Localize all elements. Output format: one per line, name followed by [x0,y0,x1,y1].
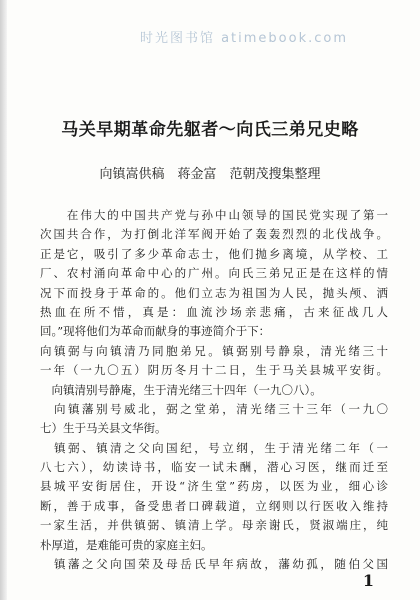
article-title: 马关早期革命先躯者～向氏三弟兄史略 [61,120,359,140]
body-line: 一年（一九〇五）阴历冬月十二日，生于马关县城平安街。 [40,363,388,378]
watermark: 时光图书馆 atimebook.com [139,31,348,46]
body-line: 八七六），幼读诗书，临安一试未酬，潜心习医，继而迁至 [40,460,388,475]
body-line: 七）生于马关县文华街。 [40,421,167,436]
body-text [40,206,388,574]
body-line: 断，善于成事，备受患者口碑载道，立纲则以行医收入维持 [40,498,388,513]
body-line: 朴厚道，是难能可贵的家庭主妇。 [40,537,213,552]
body-line: 一家生活，并供镇弼、镇清上学。母亲谢氏，贤淑端庄，纯 [40,518,388,533]
body-line: 况下而投身于革命的。他们立志为祖国为人民，抛头颅、洒 [40,285,388,300]
body-line: 热血在所不惜，真是：血流沙场亲悲痛，古来征战几人 [40,304,388,319]
body-line: 县城平安街居住，开设“济生堂”药房，以医为业，细心诊 [40,479,388,494]
body-line: 次国共合作，为打倒北洋军阀开始了轰轰烈烈的北伐战争。 [40,227,388,242]
body-line: 镇藩之父向国荣及母岳氏早年病故，藩幼孤，随伯父国 [40,557,388,572]
page-number: 1 [362,571,374,590]
body-line: 回。”现将他们为革命而献身的事迹简介于下： [40,324,271,339]
body-line: 厂、农村涌向革命中心的广州。向氏三弟兄正是在这样的情 [40,266,388,281]
body-line: 镇弼、镇清之父向国纪，号立纲，生于清光绪二年（一 [40,440,388,455]
body-line: 向镇藩别号威北，弼之堂弟，清光绪三十三年（一九〇 [40,401,388,416]
body-line: 向镇清别号静庵，生于清光绪三十四年（一九〇八）。 [40,382,322,397]
compilers-line: 向镇嵩供稿 蒋金富 范朝茂搜集整理 [99,167,321,182]
body-line: 正是它，吸引了多少革命志士，他们抛乡离境，从学校、工 [40,246,388,261]
scan-edge-shadow [0,0,7,600]
body-line: 向镇弼与向镇清乃同胞弟兄。镇弼别号静泉，清光绪三十 [40,343,388,358]
body-line: 在伟大的中国共产党与孙中山领导的国民党实现了第一 [40,208,388,222]
